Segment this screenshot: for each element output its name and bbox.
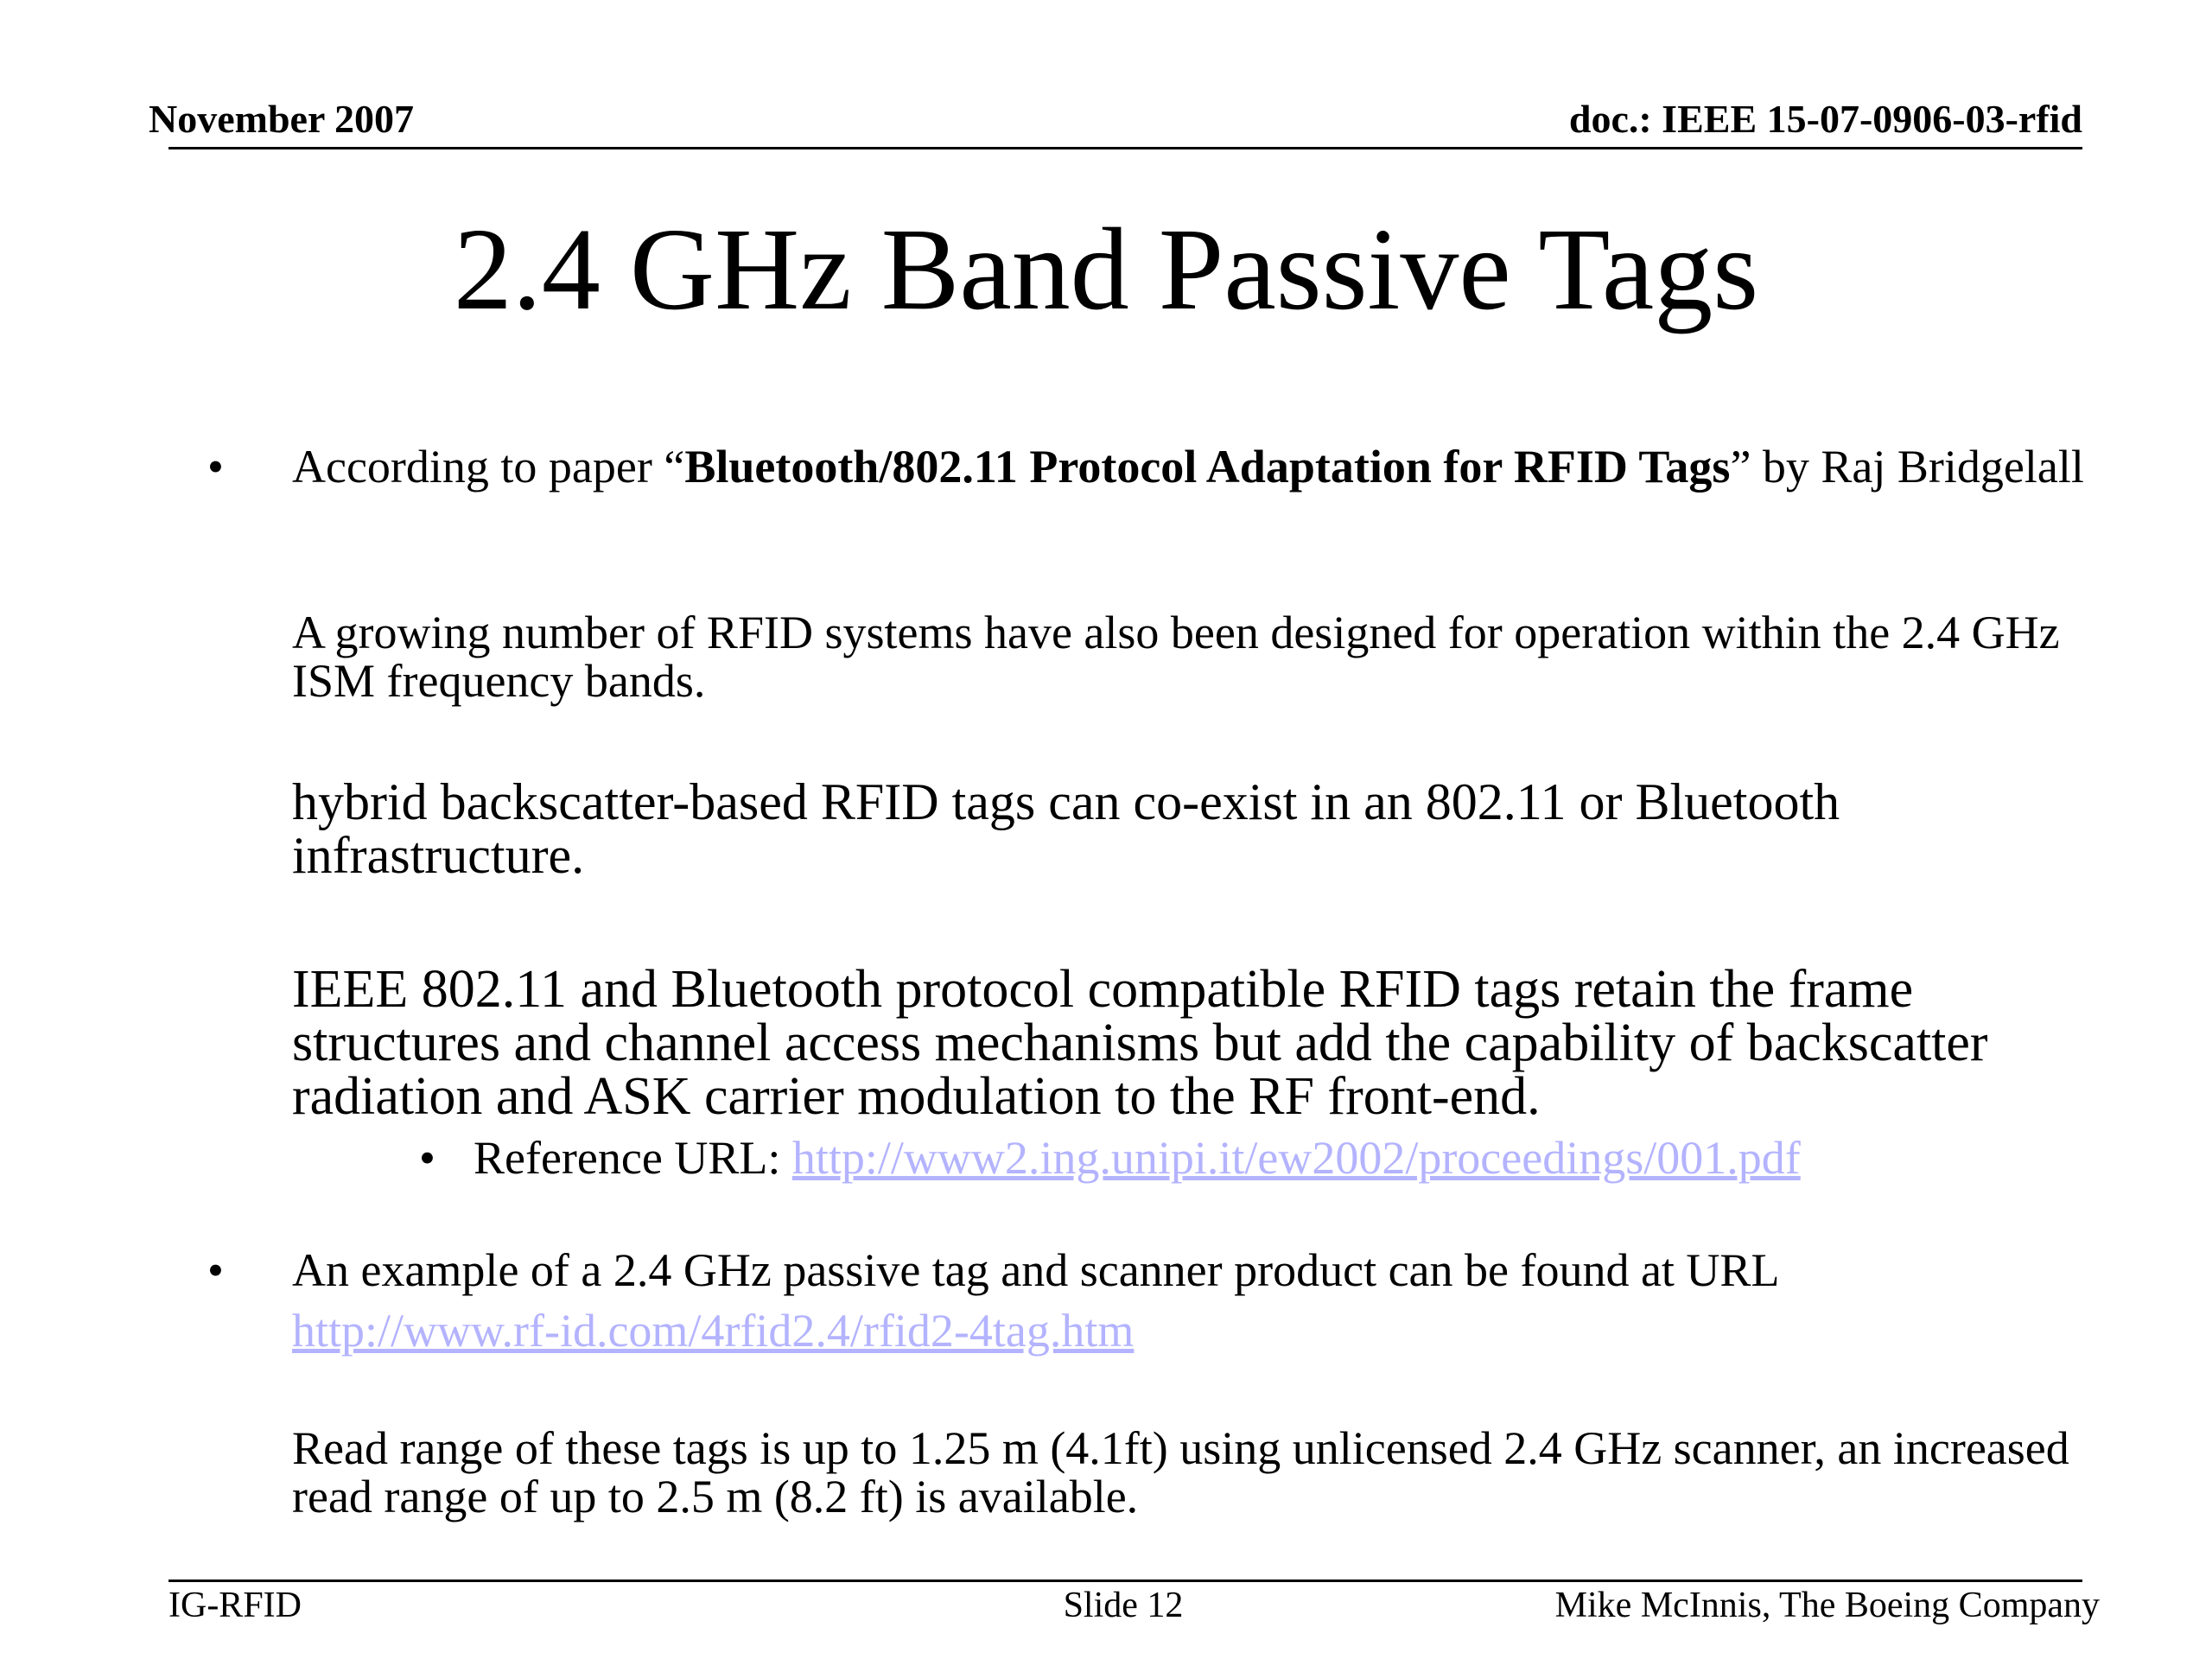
bullet2-paragraph: Read range of these tags is up to 1.25 m (4.1ft) using unlicensed 2.4 GHz scanner, an increased read range of up to 2.5 m (8.2 ft) is available. xyxy=(292,1422,2069,1522)
bullet2-text: An example of a 2.4 GHz passive tag and scanner product can be found at URL xyxy=(292,1244,1780,1296)
bullet-marker: • xyxy=(207,1244,224,1296)
slide-number: Slide 12 xyxy=(1063,1586,1184,1625)
bullet-marker: • xyxy=(207,441,224,493)
intro-suffix: ” by Raj Bridgelall xyxy=(1730,441,2084,493)
reference-url-link[interactable]: http://www2.ing.unipi.it/ew2002/proceedings/001.pdf xyxy=(791,1132,1801,1184)
footer-author: Mike McInnis, The Boeing Company xyxy=(1554,1586,2100,1625)
header-doc-id: doc.: IEEE 15-07-0906-03-rfid xyxy=(1568,97,2082,141)
product-url-link[interactable]: http://www.rf-id.com/4rfid2.4/rfid2-4tag.htm xyxy=(292,1305,1135,1357)
sub-bullet-marker: • xyxy=(419,1132,435,1184)
bullet1-intro xyxy=(292,442,2107,491)
slide-title: 2.4 GHz Band Passive Tags xyxy=(453,205,1759,334)
intro-prefix: According to paper “ xyxy=(292,441,685,493)
bullet2-url-line xyxy=(292,1306,1134,1355)
header-date: November 2007 xyxy=(149,97,415,141)
bullet1-paragraph-3: IEEE 802.11 and Bluetooth protocol compatible RFID tags retain the frame structures and channel access mechanisms but add the capability of backscatter radiation and ASK carrier modulation to the RF front-end. xyxy=(292,960,1988,1126)
reference-label: Reference URL: xyxy=(474,1132,792,1184)
paper-title: Bluetooth/802.11 Protocol Adaptation for RFID Tags xyxy=(684,441,1731,493)
header-divider xyxy=(168,147,2082,149)
bullet1-paragraph-1: A growing number of RFID systems have also been designed for operation within the 2.4 GHz ISM frequency bands. xyxy=(292,607,2060,707)
bullet1-paragraph-2: hybrid backscatter-based RFID tags can co-exist in an 802.11 or Bluetooth infrastructure. xyxy=(292,773,1840,884)
footer-left: IG-RFID xyxy=(168,1586,302,1625)
reference-line xyxy=(474,1134,1801,1182)
